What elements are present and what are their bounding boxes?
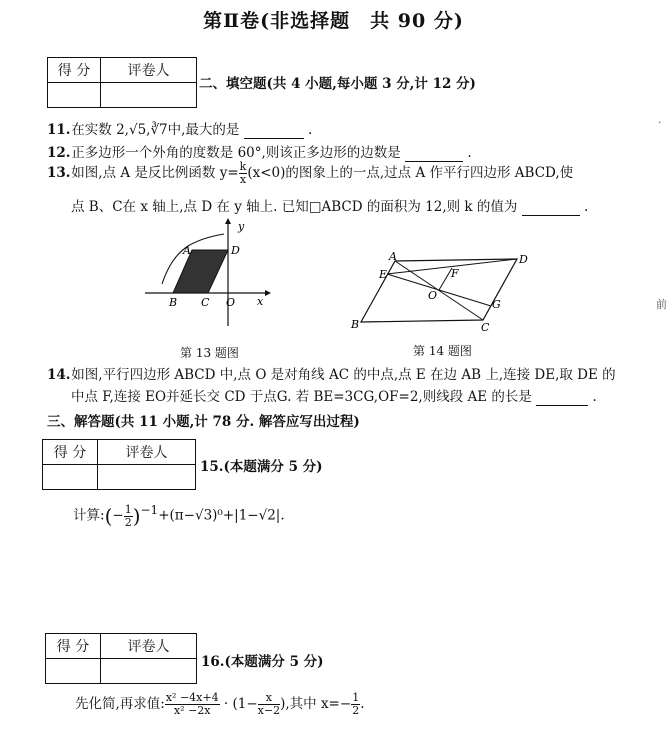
question-text: (x<0)的图象上的一点,过点 A 作平行四边形 ABCD,使: [247, 165, 574, 181]
question-text: 中点 F,连接 EO并延长交 CD 于点G. 若 BE=3CG,OF=2,则线段 AE 的长是: [71, 389, 532, 405]
label-A: A: [183, 244, 191, 257]
label-F: F: [451, 267, 459, 280]
label-O: O: [428, 289, 438, 302]
question-14-line2: [71, 385, 597, 406]
calc-label: 计算:: [73, 507, 105, 524]
label-C: C: [481, 321, 490, 333]
figure-14-caption: 第 14 题图: [413, 344, 472, 358]
score-label: 得 分: [48, 58, 101, 83]
label-D: D: [519, 253, 528, 266]
fraction-numerator: x: [258, 692, 280, 705]
label-C: C: [201, 296, 210, 309]
question-text: 正多边形一个外角的度数是 60°,则该正多边形的边数是: [71, 145, 401, 161]
answer-blank[interactable]: [244, 122, 304, 139]
figure-14: [345, 248, 545, 333]
exponent: −1: [140, 503, 159, 517]
paren-close: ): [280, 696, 286, 712]
multiply-dot: ·: [223, 696, 229, 712]
condition-text: ,其中 x=−: [285, 696, 352, 712]
paren-open: (1−: [232, 696, 258, 712]
edge-mark: ·: [658, 116, 662, 129]
question-end: .: [583, 199, 589, 215]
grader-label: 评卷人: [98, 440, 196, 465]
paren: (: [104, 504, 113, 528]
paren: ): [132, 504, 141, 528]
question-12: [47, 141, 472, 162]
expression-rest: +(π−√3)⁰+|1−√2|.: [158, 507, 285, 524]
question-13-line2: [71, 195, 588, 216]
grader-cell[interactable]: [101, 659, 197, 684]
figure-13-caption: 第 13 题图: [180, 346, 239, 360]
question-number: 13.: [47, 165, 71, 181]
question-16-header: 16.(本题满分 5 分): [201, 654, 324, 670]
fraction: [124, 504, 133, 529]
grader-cell[interactable]: [98, 465, 196, 490]
question-15-header: 15.(本题满分 5 分): [200, 459, 323, 475]
answer-blank[interactable]: [405, 145, 463, 162]
question-text: 点 B、C在 x 轴上,点 D 在 y 轴上. 已知□ABCD 的面积为 12,则 k 的值为: [71, 199, 518, 215]
score-cell[interactable]: [48, 83, 101, 108]
fraction-1: [165, 692, 220, 717]
fraction-denominator: 2: [352, 704, 360, 717]
question-14-line1: [47, 363, 616, 383]
label-x: x: [257, 295, 264, 308]
score-label: 得 分: [43, 440, 98, 465]
question-16-expression: [75, 692, 364, 717]
label-E: E: [379, 268, 388, 281]
question-number: 11.: [47, 122, 71, 138]
question-text: 在实数 2,√5,∛7中,最大的是: [71, 122, 240, 138]
question-text: 如图,平行四边形 ABCD 中,点 O 是对角线 AC 的中点,点 E 在边 AB 上,连接 DE,取 DE 的: [71, 367, 616, 383]
label-y: y: [238, 220, 245, 233]
score-cell[interactable]: [46, 659, 101, 684]
question-end: .: [308, 122, 313, 138]
question-text: 如图,点 A 是反比例函数 y=: [71, 165, 239, 181]
parallelogram-abcd: [173, 250, 228, 293]
fraction-denominator: x: [239, 173, 247, 186]
question-11: [47, 118, 312, 139]
score-label: 得 分: [46, 634, 101, 659]
question-number: 14.: [47, 367, 71, 383]
question-end: .: [467, 145, 472, 161]
edge-mark: 前: [656, 298, 667, 311]
label-O: O: [226, 296, 236, 309]
score-cell[interactable]: [43, 465, 98, 490]
fraction-numerator: 1: [352, 691, 360, 704]
fraction-numerator: x² −4x+4: [165, 691, 219, 704]
label-G: G: [492, 298, 501, 311]
fraction-denominator: x−2: [257, 704, 281, 717]
minus-sign: −: [112, 507, 124, 524]
fraction-denominator: x² −2x: [173, 704, 211, 717]
label-B: B: [351, 318, 360, 331]
label-A: A: [389, 250, 397, 263]
fraction-2: [258, 692, 280, 717]
section3-heading: 三、解答题(共 11 小题,计 78 分. 解答应写出过程): [47, 414, 360, 430]
grader-label: 评卷人: [101, 58, 197, 83]
fraction-numerator: k: [239, 160, 247, 173]
question-13-line1: [47, 161, 573, 186]
y-axis-arrow: [225, 218, 231, 224]
fraction-3: [351, 692, 360, 717]
x-axis-arrow: [265, 290, 271, 296]
grader-cell[interactable]: [101, 83, 197, 108]
answer-blank[interactable]: [536, 389, 588, 406]
fraction-numerator: 1: [124, 502, 132, 516]
question-15-expression: [73, 503, 285, 529]
fraction-denominator: 2: [124, 515, 132, 529]
score-box-q16: [45, 633, 197, 684]
simplify-label: 先化简,再求值:: [75, 696, 165, 712]
page-title: 第Ⅱ卷(非选择题 共 90 分): [203, 10, 464, 32]
label-B: B: [169, 296, 178, 309]
question-number: 12.: [47, 145, 71, 161]
expression-end: .: [360, 696, 365, 712]
answer-blank[interactable]: [522, 199, 580, 216]
section2-heading: 二、填空题(共 4 小题,每小题 3 分,计 12 分): [199, 76, 476, 92]
question-end: .: [592, 389, 597, 405]
grader-label: 评卷人: [101, 634, 197, 659]
score-box-q15: [42, 439, 196, 490]
score-box-section2: [47, 57, 197, 108]
label-D: D: [231, 244, 240, 257]
figure-13: [140, 218, 275, 330]
